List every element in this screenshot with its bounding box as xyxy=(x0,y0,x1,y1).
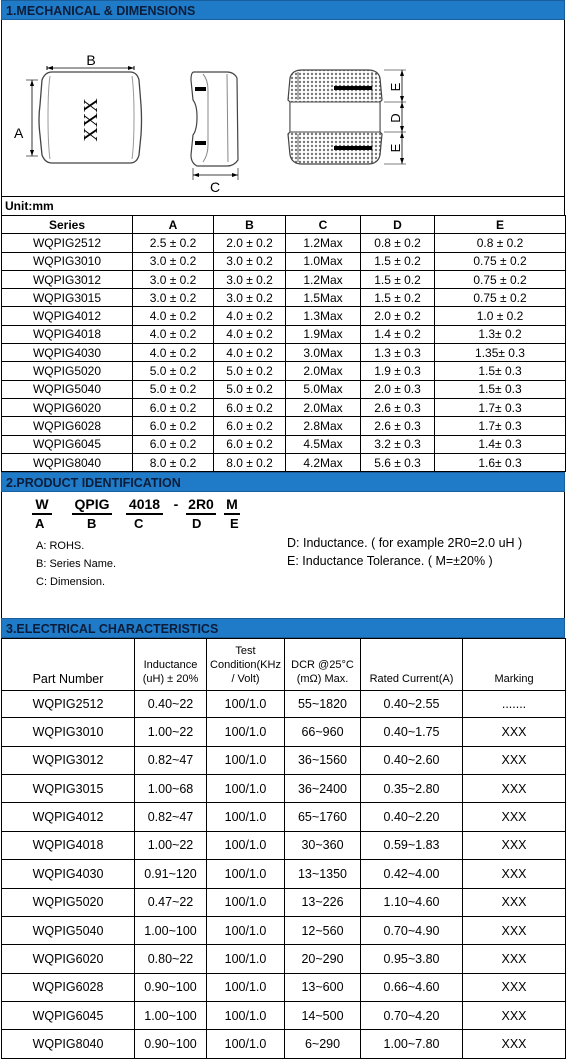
header-dcr xyxy=(285,639,361,691)
label-e-top: E xyxy=(388,82,403,92)
table-row xyxy=(2,453,566,471)
table-cell: 65~1760 xyxy=(285,803,361,831)
table-cell: 0.80~22 xyxy=(135,945,207,973)
table-cell: 100/1.0 xyxy=(207,746,285,774)
table-cell: WQPIG3015 xyxy=(2,289,133,307)
table-cell: 0.70~4.20 xyxy=(361,1002,463,1030)
table-cell: 100/1.0 xyxy=(207,831,285,859)
table-cell: WQPIG4018 xyxy=(2,325,133,343)
code-part-dimension: 4018 xyxy=(126,496,163,515)
table-cell: 3.0Max xyxy=(286,344,361,362)
table-cell: 2.0Max xyxy=(286,398,361,416)
header-test-line1: Test xyxy=(235,645,256,658)
note-e: E: Inductance Tolerance. ( M=±20% ) xyxy=(287,554,493,569)
table-cell: WQPIG2512 xyxy=(2,234,133,252)
table-cell: 1.5 ± 0.2 xyxy=(361,270,435,288)
table-cell: 2.0Max xyxy=(286,362,361,380)
table-cell: 36~1560 xyxy=(285,746,361,774)
table-cell: 6.0 ± 0.2 xyxy=(214,435,286,453)
table-cell: XXX xyxy=(463,860,566,888)
table-cell: XXX xyxy=(463,1002,566,1030)
note-c: C: Dimension. xyxy=(36,576,106,589)
table-cell: WQPIG3015 xyxy=(2,774,135,802)
table-cell: 2.6 ± 0.3 xyxy=(361,398,435,416)
dimensions-table xyxy=(1,215,566,472)
code-part-inductance: 2R0 xyxy=(186,496,216,515)
table-cell: 4.0 ± 0.2 xyxy=(214,344,286,362)
table-cell: 1.5Max xyxy=(286,289,361,307)
electrical-header-row xyxy=(2,639,566,691)
header-rated-current: Rated Current(A) xyxy=(361,639,463,691)
table-cell: WQPIG4018 xyxy=(2,831,135,859)
table-row xyxy=(2,916,566,944)
table-row xyxy=(2,803,566,831)
table-cell: WQPIG3012 xyxy=(2,270,133,288)
unit-label: Unit:mm xyxy=(1,197,565,215)
table-cell: 100/1.0 xyxy=(207,945,285,973)
table-cell: WQPIG8040 xyxy=(2,1030,135,1058)
header-test-line2: Condition(KHz xyxy=(210,659,281,672)
table-cell: 2.8Max xyxy=(286,417,361,435)
table-cell: 13~226 xyxy=(285,888,361,916)
table-cell: WQPIG6045 xyxy=(2,1002,135,1030)
table-cell: 8.0 ± 0.2 xyxy=(214,453,286,471)
table-row xyxy=(2,252,566,270)
table-cell: 1.00~100 xyxy=(135,1002,207,1030)
table-cell: XXX xyxy=(463,718,566,746)
table-cell: 1.9Max xyxy=(286,325,361,343)
table-cell: 6.0 ± 0.2 xyxy=(133,417,214,435)
table-row xyxy=(2,270,566,288)
table-cell: 36~2400 xyxy=(285,774,361,802)
dimension-drawing-svg xyxy=(2,20,564,197)
table-cell: WQPIG3010 xyxy=(2,718,135,746)
label-a: A xyxy=(14,125,24,141)
code-letter-e: E xyxy=(230,516,239,532)
table-cell: 20~290 xyxy=(285,945,361,973)
table-cell: WQPIG6020 xyxy=(2,398,133,416)
table-cell: 6.0 ± 0.2 xyxy=(133,435,214,453)
table-cell: 1.7± 0.3 xyxy=(435,398,566,416)
header-test-line3: / Volt) xyxy=(231,673,260,686)
table-cell: 1.7± 0.3 xyxy=(435,417,566,435)
table-cell: 1.0 ± 0.2 xyxy=(435,307,566,325)
table-cell: 4.0 ± 0.2 xyxy=(214,325,286,343)
table-cell: 0.59~1.83 xyxy=(361,831,463,859)
mechanical-drawing xyxy=(1,20,565,197)
table-cell: 5.0 ± 0.2 xyxy=(133,380,214,398)
table-cell: 2.0 ± 0.3 xyxy=(361,380,435,398)
table-cell: 0.47~22 xyxy=(135,888,207,916)
table-row xyxy=(2,945,566,973)
header-test-condition xyxy=(207,639,285,691)
code-letter-b: B xyxy=(87,516,97,532)
side-view xyxy=(191,72,238,180)
table-cell: 0.90~100 xyxy=(135,1030,207,1058)
table-cell: 5.0 ± 0.2 xyxy=(214,380,286,398)
table-cell: 0.40~2.60 xyxy=(361,746,463,774)
code-part-dash: - xyxy=(173,496,179,513)
dimensions-header-row xyxy=(2,216,566,234)
table-cell: WQPIG6020 xyxy=(2,945,135,973)
table-cell: 66~960 xyxy=(285,718,361,746)
table-cell: WQPIG4012 xyxy=(2,803,135,831)
table-cell: WQPIG6028 xyxy=(2,417,133,435)
table-cell: XXX xyxy=(463,973,566,1001)
table-cell: WQPIG5020 xyxy=(2,362,133,380)
table-row xyxy=(2,1030,566,1058)
code-letter-d: D xyxy=(192,516,202,532)
table-cell: XXX xyxy=(463,916,566,944)
table-cell: 100/1.0 xyxy=(207,1030,285,1058)
table-cell: 1.3Max xyxy=(286,307,361,325)
table-cell: 0.75 ± 0.2 xyxy=(435,252,566,270)
table-cell: XXX xyxy=(463,774,566,802)
table-cell: 5.0 ± 0.2 xyxy=(214,362,286,380)
table-cell: 100/1.0 xyxy=(207,774,285,802)
table-cell: 1.00~100 xyxy=(135,916,207,944)
label-c: C xyxy=(209,179,221,195)
table-cell: WQPIG5020 xyxy=(2,888,135,916)
table-cell: 6.0 ± 0.2 xyxy=(133,398,214,416)
header-d: D xyxy=(361,216,435,234)
table-row xyxy=(2,1002,566,1030)
table-cell: 5.0 ± 0.2 xyxy=(133,362,214,380)
table-cell: 0.35~2.80 xyxy=(361,774,463,802)
table-cell: 4.0 ± 0.2 xyxy=(133,325,214,343)
table-cell: 1.3 ± 0.3 xyxy=(361,344,435,362)
table-cell: 0.90~100 xyxy=(135,973,207,1001)
table-cell: 3.0 ± 0.2 xyxy=(214,289,286,307)
table-cell: 3.0 ± 0.2 xyxy=(214,252,286,270)
table-cell: 5.6 ± 0.3 xyxy=(361,453,435,471)
table-cell: XXX xyxy=(463,746,566,774)
table-cell: 0.75 ± 0.2 xyxy=(435,289,566,307)
table-cell: 5.0Max xyxy=(286,380,361,398)
label-b: B xyxy=(86,52,96,68)
table-cell: 100/1.0 xyxy=(207,691,285,718)
note-a: A: ROHS. xyxy=(36,540,85,553)
table-cell: 6~290 xyxy=(285,1030,361,1058)
table-cell: 100/1.0 xyxy=(207,803,285,831)
table-cell: 4.0 ± 0.2 xyxy=(133,344,214,362)
table-cell: 13~1350 xyxy=(285,860,361,888)
table-cell: 100/1.0 xyxy=(207,916,285,944)
table-cell: 0.42~4.00 xyxy=(361,860,463,888)
code-part-series: QPIG xyxy=(72,496,112,515)
table-cell: 2.5 ± 0.2 xyxy=(133,234,214,252)
table-cell: WQPIG5040 xyxy=(2,916,135,944)
table-cell: 0.40~22 xyxy=(135,691,207,718)
table-cell: 0.95~3.80 xyxy=(361,945,463,973)
table-row xyxy=(2,831,566,859)
table-cell: 1.35± 0.3 xyxy=(435,344,566,362)
table-cell: 0.66~4.60 xyxy=(361,973,463,1001)
table-cell: 1.5 ± 0.2 xyxy=(361,289,435,307)
table-cell: 0.91~120 xyxy=(135,860,207,888)
table-cell: 2.0 ± 0.2 xyxy=(361,307,435,325)
table-cell: 1.00~22 xyxy=(135,831,207,859)
table-row xyxy=(2,307,566,325)
table-row xyxy=(2,325,566,343)
table-cell: 0.40~1.75 xyxy=(361,718,463,746)
table-row xyxy=(2,774,566,802)
table-row xyxy=(2,435,566,453)
table-cell: 4.0 ± 0.2 xyxy=(133,307,214,325)
table-row xyxy=(2,718,566,746)
table-cell: XXX xyxy=(463,1030,566,1058)
header-dcr-line1: DCR @25°C xyxy=(291,659,354,672)
table-cell: 100/1.0 xyxy=(207,973,285,1001)
header-c: C xyxy=(286,216,361,234)
table-cell: 55~1820 xyxy=(285,691,361,718)
table-cell: 4.0 ± 0.2 xyxy=(214,307,286,325)
table-cell: 8.0 ± 0.2 xyxy=(133,453,214,471)
table-cell: WQPIG4030 xyxy=(2,860,135,888)
header-part-number: Part Number xyxy=(2,639,135,691)
table-cell: 1.00~7.80 xyxy=(361,1030,463,1058)
code-letter-a: A xyxy=(35,516,45,532)
table-cell: 0.40~2.55 xyxy=(361,691,463,718)
header-inductance-line2: (uH) ± 20% xyxy=(142,673,199,686)
table-cell: 1.9 ± 0.3 xyxy=(361,362,435,380)
table-row xyxy=(2,746,566,774)
code-part-tolerance: M xyxy=(224,496,240,515)
table-cell: 4.5Max xyxy=(286,435,361,453)
table-cell: 1.6± 0.3 xyxy=(435,453,566,471)
table-row xyxy=(2,380,566,398)
label-d: D xyxy=(388,113,403,123)
table-row xyxy=(2,398,566,416)
table-row xyxy=(2,860,566,888)
table-cell: 3.0 ± 0.2 xyxy=(133,289,214,307)
table-cell: 2.6 ± 0.3 xyxy=(361,417,435,435)
datasheet-page xyxy=(1,0,565,1059)
table-cell: WQPIG6028 xyxy=(2,973,135,1001)
marking-text: XXX xyxy=(80,98,102,142)
table-cell: WQPIG8040 xyxy=(2,453,133,471)
table-cell: ....... xyxy=(463,691,566,718)
section-header-electrical: 3.ELECTRICAL CHARACTERISTICS xyxy=(1,618,565,638)
dimensions-body xyxy=(2,234,566,472)
header-inductance xyxy=(135,639,207,691)
table-row xyxy=(2,234,566,252)
table-cell: WQPIG3010 xyxy=(2,252,133,270)
table-cell: 100/1.0 xyxy=(207,860,285,888)
table-cell: XXX xyxy=(463,888,566,916)
table-cell: 12~560 xyxy=(285,916,361,944)
table-cell: 1.2Max xyxy=(286,234,361,252)
table-cell: 30~360 xyxy=(285,831,361,859)
table-cell: 1.2Max xyxy=(286,270,361,288)
electrical-table xyxy=(1,638,566,1059)
table-cell: 1.10~4.60 xyxy=(361,888,463,916)
section-header-mechanical: 1.MECHANICAL & DIMENSIONS xyxy=(1,0,565,20)
table-cell: 0.75 ± 0.2 xyxy=(435,270,566,288)
table-cell: WQPIG5040 xyxy=(2,380,133,398)
table-cell: 14~500 xyxy=(285,1002,361,1030)
header-inductance-line1: Inductance xyxy=(143,659,198,672)
section-header-product-id: 2.PRODUCT IDENTIFICATION xyxy=(1,472,565,492)
header-marking: Marking xyxy=(463,639,566,691)
table-cell: WQPIG2512 xyxy=(2,691,135,718)
code-part-w: W xyxy=(32,496,52,515)
table-cell: WQPIG4012 xyxy=(2,307,133,325)
table-cell: 0.40~2.20 xyxy=(361,803,463,831)
table-cell: 1.4± 0.3 xyxy=(435,435,566,453)
table-cell: 3.0 ± 0.2 xyxy=(133,270,214,288)
table-cell: 1.5 ± 0.2 xyxy=(361,252,435,270)
table-cell: 0.8 ± 0.2 xyxy=(361,234,435,252)
table-row xyxy=(2,362,566,380)
table-cell: 0.82~47 xyxy=(135,746,207,774)
header-series: Series xyxy=(2,216,133,234)
electrical-body xyxy=(2,691,566,1059)
table-cell: 2.0 ± 0.2 xyxy=(214,234,286,252)
table-cell: 6.0 ± 0.2 xyxy=(214,398,286,416)
table-cell: 1.5± 0.3 xyxy=(435,362,566,380)
table-cell: 3.2 ± 0.3 xyxy=(361,435,435,453)
table-row xyxy=(2,344,566,362)
table-cell: 0.8 ± 0.2 xyxy=(435,234,566,252)
code-letter-c: C xyxy=(134,516,144,532)
table-cell: 1.3± 0.2 xyxy=(435,325,566,343)
table-cell: 0.82~47 xyxy=(135,803,207,831)
table-cell: WQPIG3012 xyxy=(2,746,135,774)
label-e-bottom: E xyxy=(388,143,403,153)
table-cell: 1.00~68 xyxy=(135,774,207,802)
table-cell: WQPIG4030 xyxy=(2,344,133,362)
table-cell: 3.0 ± 0.2 xyxy=(133,252,214,270)
table-cell: 100/1.0 xyxy=(207,718,285,746)
header-b: B xyxy=(214,216,286,234)
table-cell: 1.5± 0.3 xyxy=(435,380,566,398)
product-identification xyxy=(1,492,565,618)
table-cell: 1.0Max xyxy=(286,252,361,270)
note-b: B: Series Name. xyxy=(36,558,117,571)
header-dcr-line2: (mΩ) Max. xyxy=(296,673,349,686)
table-cell: 4.2Max xyxy=(286,453,361,471)
table-cell: 6.0 ± 0.2 xyxy=(214,417,286,435)
table-row xyxy=(2,888,566,916)
note-d: D: Inductance. ( for example 2R0=2.0 uH ) xyxy=(287,536,523,551)
header-a: A xyxy=(133,216,214,234)
table-cell: XXX xyxy=(463,831,566,859)
table-cell: 100/1.0 xyxy=(207,1002,285,1030)
table-row xyxy=(2,973,566,1001)
table-cell: 1.4 ± 0.2 xyxy=(361,325,435,343)
table-cell: XXX xyxy=(463,945,566,973)
table-cell: 1.00~22 xyxy=(135,718,207,746)
table-row xyxy=(2,691,566,718)
table-cell: 0.70~4.90 xyxy=(361,916,463,944)
table-cell: 13~600 xyxy=(285,973,361,1001)
table-cell: WQPIG6045 xyxy=(2,435,133,453)
table-row xyxy=(2,417,566,435)
header-e: E xyxy=(435,216,566,234)
table-cell: 3.0 ± 0.2 xyxy=(214,270,286,288)
table-cell: 100/1.0 xyxy=(207,888,285,916)
table-row xyxy=(2,289,566,307)
table-cell: XXX xyxy=(463,803,566,831)
